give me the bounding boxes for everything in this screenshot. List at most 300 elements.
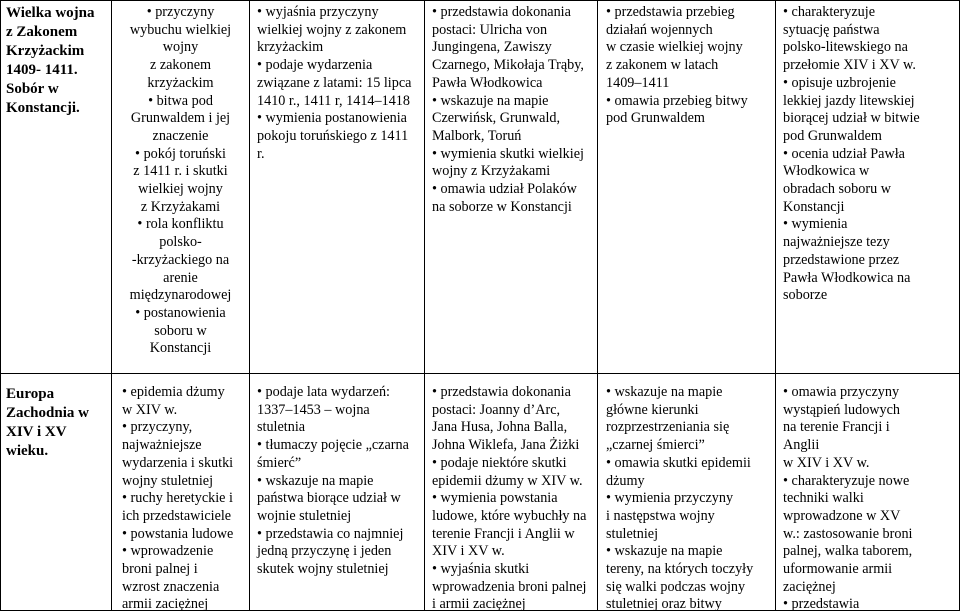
item-text: przedstawione przez xyxy=(783,251,900,268)
item-text: działań wojennych xyxy=(606,21,713,38)
item-continuation xyxy=(112,22,249,40)
item-continuation xyxy=(783,543,958,561)
bullet-icon: • xyxy=(135,145,144,162)
item-continuation xyxy=(257,419,423,437)
bullet-icon: • xyxy=(257,472,266,489)
item-text: wprowadzone w XV xyxy=(783,507,901,524)
item-text: polsko-litewskiego na xyxy=(783,39,908,56)
bullet-item xyxy=(783,596,958,614)
item-text: najważniejsze tezy xyxy=(783,234,890,251)
item-continuation xyxy=(606,473,774,491)
bullet-item xyxy=(783,384,958,402)
item-text: ludowe, które wybuchły na xyxy=(432,507,587,524)
item-continuation xyxy=(606,402,774,420)
item-text: omawia udział Polaków xyxy=(440,181,577,198)
item-text: charakteryzuje nowe xyxy=(791,472,910,489)
item-text: uformowanie armii xyxy=(783,561,893,578)
item-continuation xyxy=(783,163,958,181)
item-text: Konstancji xyxy=(783,198,845,215)
item-text: stuletnia xyxy=(257,419,306,436)
heading-line: z Zakonem xyxy=(6,24,78,40)
item-continuation xyxy=(112,110,249,128)
item-text: 1409–1411 xyxy=(606,74,670,91)
item-text: obradach soboru w xyxy=(783,181,891,198)
item-text: powstania ludowe xyxy=(130,525,234,542)
item-text: międzynarodowej xyxy=(129,287,232,304)
item-continuation xyxy=(112,323,249,341)
item-continuation xyxy=(432,199,596,217)
item-text: wymienia przyczyny xyxy=(614,490,734,507)
item-text: wielkiej wojny z zakonem xyxy=(257,21,407,38)
item-continuation xyxy=(606,508,774,526)
bullet-icon: • xyxy=(257,57,266,74)
heading-line: Sobór w xyxy=(6,81,59,97)
heading-line: wieku. xyxy=(6,443,49,459)
item-text: podaje wydarzenia xyxy=(265,57,373,74)
bullet-item xyxy=(606,384,774,402)
bullet-item xyxy=(783,4,958,22)
item-text: omawia skutki epidemii xyxy=(614,454,751,471)
item-continuation xyxy=(112,234,249,252)
row1-grade-3 xyxy=(432,4,596,216)
bullet-icon: • xyxy=(122,543,131,560)
row2-grade-4 xyxy=(606,384,774,614)
bullet-icon: • xyxy=(606,384,615,400)
item-continuation xyxy=(606,39,774,57)
item-continuation xyxy=(783,455,958,473)
item-text: z 1411 r. i skutki xyxy=(133,163,228,180)
item-continuation xyxy=(432,596,596,614)
bullet-icon: • xyxy=(122,525,131,542)
item-text: charakteryzuje xyxy=(791,4,876,20)
item-text: dżumy xyxy=(606,472,645,489)
item-text: Jungingena, Zawiszy xyxy=(432,39,552,56)
item-continuation xyxy=(432,75,596,93)
item-text: przyczyny xyxy=(155,4,215,20)
bullet-item xyxy=(432,181,596,199)
item-text: pokoju toruńskiego z 1411 xyxy=(257,127,409,144)
item-text: Anglii xyxy=(783,437,820,454)
bullet-item xyxy=(112,93,249,111)
item-text: postanowienia xyxy=(143,304,226,321)
bullet-item xyxy=(257,384,423,402)
item-continuation xyxy=(112,57,249,75)
item-text: Pawła Włodkowica na xyxy=(783,269,911,286)
item-continuation xyxy=(112,128,249,146)
item-text: wojny stuletniej xyxy=(122,472,214,489)
item-text: rozprzestrzeniania się xyxy=(606,419,730,436)
bullet-icon: • xyxy=(146,4,156,20)
item-continuation xyxy=(783,579,958,597)
bullet-icon: • xyxy=(783,74,792,91)
item-continuation xyxy=(783,419,958,437)
item-text: pokój toruński xyxy=(143,145,226,162)
item-continuation xyxy=(112,163,249,181)
bullet-icon: • xyxy=(432,92,441,109)
item-text: wskazuje na mapie xyxy=(614,543,723,560)
bullet-item xyxy=(257,110,423,128)
item-text: wskazuje na mapie xyxy=(440,92,549,109)
bullet-item xyxy=(432,146,596,164)
row1-heading xyxy=(6,4,110,118)
item-continuation xyxy=(112,252,249,270)
item-continuation xyxy=(112,287,249,305)
bullet-item xyxy=(122,543,248,561)
bullet-item xyxy=(257,57,423,75)
bullet-item xyxy=(432,93,596,111)
item-continuation xyxy=(783,128,958,146)
bullet-item xyxy=(257,4,423,22)
item-text: jedną przyczynę i jeden xyxy=(257,543,392,560)
item-text: techniki walki xyxy=(783,490,864,507)
item-continuation xyxy=(122,508,248,526)
row2-topics xyxy=(122,384,248,614)
item-continuation xyxy=(783,93,958,111)
item-text: się walki podczas wojny xyxy=(606,578,746,595)
item-continuation xyxy=(432,39,596,57)
item-text: w XIV i XV w. xyxy=(783,454,870,471)
bullet-item xyxy=(432,561,596,579)
item-text: Konstancji xyxy=(149,340,212,357)
bullet-item xyxy=(783,216,958,234)
bullet-icon: • xyxy=(432,181,441,198)
item-text: z zakonem xyxy=(149,57,212,74)
bullet-item xyxy=(112,146,249,164)
item-continuation xyxy=(257,561,423,579)
item-continuation xyxy=(112,340,249,358)
bullet-item xyxy=(606,490,774,508)
item-text: z Krzyżakami xyxy=(140,198,221,215)
item-continuation xyxy=(257,22,423,40)
item-continuation xyxy=(783,22,958,40)
item-continuation xyxy=(112,199,249,217)
item-text: Jana Husa, Johna Balla, xyxy=(432,419,568,436)
item-continuation xyxy=(432,508,596,526)
bullet-icon: • xyxy=(432,145,441,162)
bullet-icon: • xyxy=(148,92,157,109)
item-continuation xyxy=(783,252,958,270)
heading-line: Europa xyxy=(6,386,55,402)
bullet-icon: • xyxy=(783,472,792,489)
item-text: Pawła Włodkowica xyxy=(432,74,543,91)
item-text: wskazuje na mapie xyxy=(265,472,374,489)
item-continuation xyxy=(257,75,423,93)
bullet-icon: • xyxy=(257,4,266,20)
item-continuation xyxy=(606,22,774,40)
item-text: epidemia dżumy xyxy=(130,384,225,400)
item-continuation xyxy=(112,75,249,93)
item-text: najważniejsze xyxy=(122,437,202,454)
item-text: terenie Francji i Anglii w xyxy=(432,525,575,542)
item-text: śmierć” xyxy=(257,454,302,471)
bullet-icon: • xyxy=(783,596,792,613)
bullet-item xyxy=(783,146,958,164)
item-continuation xyxy=(122,402,248,420)
item-continuation xyxy=(257,543,423,561)
bullet-icon: • xyxy=(432,4,441,20)
item-text: armii zaciężnej xyxy=(122,596,209,613)
item-text: Czerwińsk, Grunwald, xyxy=(432,110,561,127)
item-continuation xyxy=(783,508,958,526)
heading-line: XIV i XV xyxy=(6,424,67,440)
item-continuation xyxy=(606,596,774,614)
item-continuation xyxy=(783,110,958,128)
item-text: podaje lata wydarzeń: xyxy=(265,384,390,400)
item-text: wzrost znaczenia xyxy=(122,578,220,595)
item-text: Malbork, Toruń xyxy=(432,127,522,144)
item-continuation xyxy=(783,234,958,252)
item-text: Czarnego, Mikołaja Trąby, xyxy=(432,57,584,74)
item-text: wydarzenia i skutki xyxy=(122,454,234,471)
item-text: ruchy heretyckie i xyxy=(130,490,233,507)
item-text: arenie xyxy=(163,269,198,286)
bullet-icon: • xyxy=(606,4,615,20)
item-text: na terenie Francji i xyxy=(783,419,890,436)
item-text: przyczyny, xyxy=(130,419,193,436)
row1-grade-4 xyxy=(606,4,774,128)
bullet-item xyxy=(112,4,249,22)
item-text: stuletniej oraz bitwy xyxy=(606,596,722,613)
item-text: opisuje uzbrojenie xyxy=(791,74,896,91)
heading-line: 1409- 1411. xyxy=(6,62,78,78)
item-text: stuletniej xyxy=(606,525,659,542)
bullet-icon: • xyxy=(122,419,131,436)
item-continuation xyxy=(432,526,596,544)
item-text: ocenia udział Pawła xyxy=(791,145,905,162)
bullet-icon: • xyxy=(606,490,615,507)
item-text: pod Grunwaldem xyxy=(606,110,705,127)
item-text: polsko- xyxy=(159,234,202,251)
bullet-icon: • xyxy=(122,384,131,400)
item-text: pod Grunwaldem xyxy=(783,127,882,144)
item-text: na soborze w Konstancji xyxy=(432,198,572,215)
bullet-item xyxy=(606,455,774,473)
bullet-icon: • xyxy=(606,92,615,109)
item-text: omawia przebieg bitwy xyxy=(614,92,748,109)
item-text: przedstawia przebieg xyxy=(614,4,735,20)
bullet-item xyxy=(432,490,596,508)
item-continuation xyxy=(432,57,596,75)
item-continuation xyxy=(432,110,596,128)
item-text: związane z latami: 15 lipca xyxy=(257,74,412,91)
item-text: sytuację państwa xyxy=(783,21,880,38)
item-continuation xyxy=(783,561,958,579)
item-continuation xyxy=(257,39,423,57)
bullet-item xyxy=(122,384,248,402)
item-text: przedstawia xyxy=(791,596,860,613)
bullet-item xyxy=(783,75,958,93)
item-text: soboru w xyxy=(154,322,207,339)
item-text: 1337–1453 – wojna xyxy=(257,401,370,418)
item-continuation xyxy=(122,437,248,455)
item-continuation xyxy=(783,270,958,288)
item-continuation xyxy=(432,419,596,437)
item-text: wojny xyxy=(162,39,199,56)
item-continuation xyxy=(606,57,774,75)
item-text: ich przedstawiciele xyxy=(122,507,232,524)
item-text: krzyżackim xyxy=(147,74,214,91)
item-text: „czarnej śmierci” xyxy=(606,437,705,454)
row1-grade-2 xyxy=(257,4,423,163)
bullet-icon: • xyxy=(783,145,792,162)
item-text: bitwa pod xyxy=(156,92,213,109)
row2-grade-5 xyxy=(783,384,958,614)
item-text: lekkiej jazdy litewskiej xyxy=(783,92,915,109)
row1-grade-5 xyxy=(783,4,958,305)
item-continuation xyxy=(257,128,423,146)
bullet-item xyxy=(257,526,423,544)
item-text: wprowadzenia broni palnej xyxy=(432,578,587,595)
bullet-icon: • xyxy=(257,110,266,127)
item-text: wymienia skutki wielkiej xyxy=(440,145,584,162)
bullet-icon: • xyxy=(606,543,615,560)
item-text: epidemii dżumy w XIV w. xyxy=(432,472,583,489)
row2-grade-3 xyxy=(432,384,596,614)
bullet-icon: • xyxy=(432,454,441,471)
item-continuation xyxy=(432,437,596,455)
item-continuation xyxy=(783,39,958,57)
item-continuation xyxy=(783,526,958,544)
bullet-item xyxy=(432,455,596,473)
item-text: główne kierunki xyxy=(606,401,699,418)
item-continuation xyxy=(432,473,596,491)
item-text: broni palnej i xyxy=(122,561,198,578)
bullet-icon: • xyxy=(432,561,441,578)
row1-topics xyxy=(112,4,249,358)
bullet-item xyxy=(122,419,248,437)
item-continuation xyxy=(122,455,248,473)
item-continuation xyxy=(432,22,596,40)
item-continuation xyxy=(432,163,596,181)
item-text: skutek wojny stuletniej xyxy=(257,561,389,578)
item-text: r. xyxy=(257,145,265,162)
bullet-icon: • xyxy=(432,490,441,507)
item-text: rola konfliktu xyxy=(145,216,224,233)
bullet-icon: • xyxy=(257,384,266,400)
item-continuation xyxy=(257,490,423,508)
item-text: w czasie wielkiej wojny xyxy=(606,39,743,56)
item-continuation xyxy=(606,110,774,128)
item-text: palnej, walka taborem, xyxy=(783,543,913,560)
item-text: wymienia xyxy=(791,216,848,233)
bullet-item xyxy=(257,473,423,491)
item-text: i następstwa wojny xyxy=(606,507,715,524)
item-text: -krzyżackiego na xyxy=(131,251,230,268)
item-continuation xyxy=(606,75,774,93)
item-continuation xyxy=(257,508,423,526)
item-continuation xyxy=(783,57,958,75)
item-continuation xyxy=(432,128,596,146)
item-text: tłumaczy pojęcie „czarna xyxy=(265,437,409,454)
item-text: przedstawia co najmniej xyxy=(265,525,404,542)
bullet-item xyxy=(112,305,249,323)
item-text: Grunwaldem i jej xyxy=(130,110,231,127)
row2-heading xyxy=(6,385,110,461)
item-text: i armii zaciężnej xyxy=(432,596,526,613)
item-text: wybuchu wielkiej xyxy=(129,21,232,38)
item-continuation xyxy=(783,402,958,420)
item-text: przedstawia dokonania xyxy=(440,384,571,400)
item-text: w XIV w. xyxy=(122,401,178,418)
item-text: omawia przyczyny xyxy=(791,384,900,400)
item-text: wielkiej wojny xyxy=(138,181,223,198)
item-text: państwa biorące udział w xyxy=(257,490,401,507)
bullet-icon: • xyxy=(137,216,146,233)
bullet-item xyxy=(783,473,958,491)
item-continuation xyxy=(783,181,958,199)
item-text: wprowadzenie xyxy=(130,543,214,560)
item-text: znaczenie xyxy=(152,127,209,144)
item-text: z zakonem w latach xyxy=(606,57,719,74)
bullet-icon: • xyxy=(606,454,615,471)
bullet-item xyxy=(122,526,248,544)
bullet-icon: • xyxy=(783,4,792,20)
item-continuation xyxy=(432,579,596,597)
item-continuation xyxy=(257,402,423,420)
item-text: zaciężnej xyxy=(783,578,836,595)
item-text: wymienia postanowienia xyxy=(265,110,407,127)
bullet-item xyxy=(257,437,423,455)
bullet-item xyxy=(122,490,248,508)
item-continuation xyxy=(783,490,958,508)
item-continuation xyxy=(112,39,249,57)
bullet-icon: • xyxy=(122,490,131,507)
item-text: soborze xyxy=(783,287,828,304)
item-continuation xyxy=(122,579,248,597)
item-text: 1410 r., 1411 r, 1414–1418 xyxy=(257,92,410,109)
item-continuation xyxy=(122,473,248,491)
item-continuation xyxy=(783,287,958,305)
item-text: wyjaśnia przyczyny xyxy=(265,4,379,20)
item-continuation xyxy=(783,437,958,455)
item-text: postaci: Joanny d’Arc, xyxy=(432,401,561,418)
item-continuation xyxy=(606,419,774,437)
item-continuation xyxy=(112,181,249,199)
bullet-icon: • xyxy=(257,437,266,454)
bullet-item xyxy=(606,543,774,561)
heading-line: Konstancji. xyxy=(6,100,80,116)
bullet-icon: • xyxy=(257,525,266,542)
item-text: przedstawia dokonania xyxy=(440,4,571,20)
row2-grade-2 xyxy=(257,384,423,579)
item-text: krzyżackim xyxy=(257,39,324,56)
item-continuation xyxy=(122,596,248,614)
item-text: wojny z Krzyżakami xyxy=(432,163,551,180)
bullet-item xyxy=(606,93,774,111)
item-text: wymienia powstania xyxy=(440,490,558,507)
bullet-icon: • xyxy=(783,384,792,400)
bullet-icon: • xyxy=(135,304,144,321)
item-continuation xyxy=(257,146,423,164)
item-text: XIV i XV w. xyxy=(432,543,505,560)
item-text: podaje niektóre skutki xyxy=(440,454,567,471)
item-continuation xyxy=(257,93,423,111)
item-text: Włodkowica w xyxy=(783,163,870,180)
item-continuation xyxy=(783,199,958,217)
bullet-item xyxy=(112,216,249,234)
heading-line: Zachodnia w xyxy=(6,405,89,421)
item-text: postaci: Ulricha von xyxy=(432,21,548,38)
item-continuation xyxy=(112,270,249,288)
item-continuation xyxy=(606,526,774,544)
item-continuation xyxy=(122,561,248,579)
heading-line: Krzyżackim xyxy=(6,43,85,59)
bullet-icon: • xyxy=(783,216,792,233)
item-text: wskazuje na mapie xyxy=(614,384,723,400)
item-continuation xyxy=(432,402,596,420)
item-text: biorącej udział w bitwie xyxy=(783,110,920,127)
item-continuation xyxy=(432,543,596,561)
